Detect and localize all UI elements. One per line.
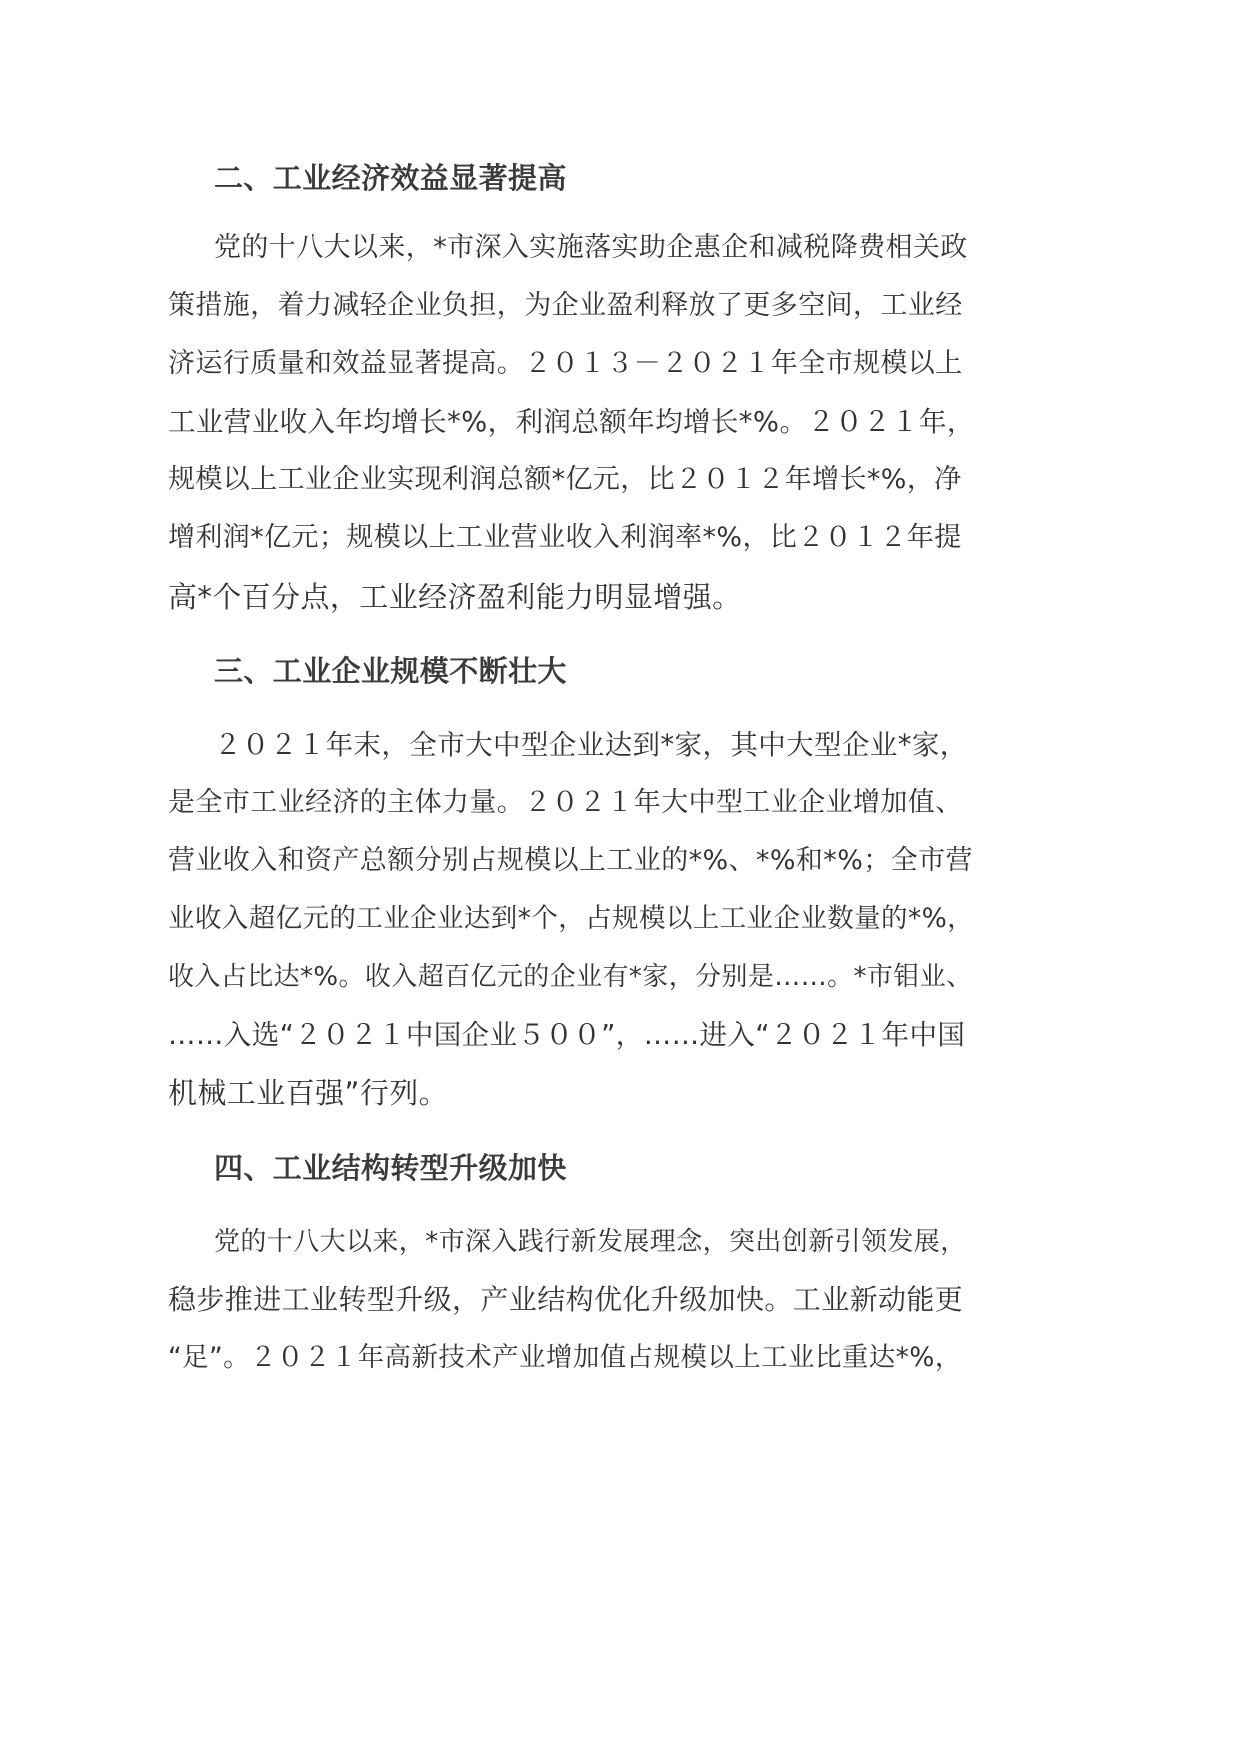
- paragraph-line: “足”。２０２１年高新技术产业增加值占规模以上工业比重达*%，: [168, 1342, 962, 1373]
- section-heading: 三、工业企业规模不断壮大: [214, 654, 567, 688]
- paragraph-line: 增利润*亿元；规模以上工业营业收入利润率*%，比２０１２年提: [168, 522, 962, 553]
- paragraph-line: ２０２１年末，全市大中型企业达到*家，其中大型企业*家，: [214, 729, 968, 761]
- paragraph-line: 党的十八大以来，*市深入践行新发展理念，突出创新引领发展，: [214, 1227, 967, 1257]
- paragraph-line: ……入选“２０２１中国企业５００”，……进入“２０２１年中国: [168, 1019, 966, 1051]
- paragraph-line: 济运行质量和效益显著提高。２０１３－２０２１年全市规模以上: [168, 348, 963, 379]
- paragraph-line: 是全市工业经济的主体力量。２０２１年大中型工业企业增加值、: [168, 787, 963, 818]
- paragraph-line: 工业营业收入年均增长*%，利润总额年均增长*%。２０２１年，: [168, 406, 975, 438]
- paragraph-line: 规模以上工业企业实现利润总额*亿元，比２０１２年增长*%，净: [168, 464, 962, 495]
- paragraph-line: 营业收入和资产总额分别占规模以上工业的*%、*%和*%；全市营: [168, 845, 973, 876]
- paragraph-line: 业收入超亿元的工业企业达到*个，占规模以上工业企业数量的*%，: [168, 903, 975, 934]
- section-heading: 四、工业结构转型升级加快: [214, 1151, 567, 1185]
- paragraph-line: 稳步推进工业转型升级，产业结构优化升级加快。工业新动能更: [168, 1283, 964, 1316]
- paragraph-line: 收入占比达*%。收入超百亿元的企业有*家，分别是……。*市钼业、: [168, 962, 973, 992]
- paragraph-line: 党的十八大以来，*市深入实施落实助企惠企和减税降费相关政: [214, 232, 968, 263]
- paragraph-line: 策措施，着力减轻企业负担，为企业盈利释放了更多空间，工业经: [168, 290, 963, 321]
- paragraph-line: 高*个百分点，工业经济盈利能力明显增强。: [168, 580, 742, 614]
- paragraph-line: 机械工业百强”行列。: [168, 1076, 449, 1110]
- section-heading: 二、工业经济效益显著提高: [214, 161, 567, 195]
